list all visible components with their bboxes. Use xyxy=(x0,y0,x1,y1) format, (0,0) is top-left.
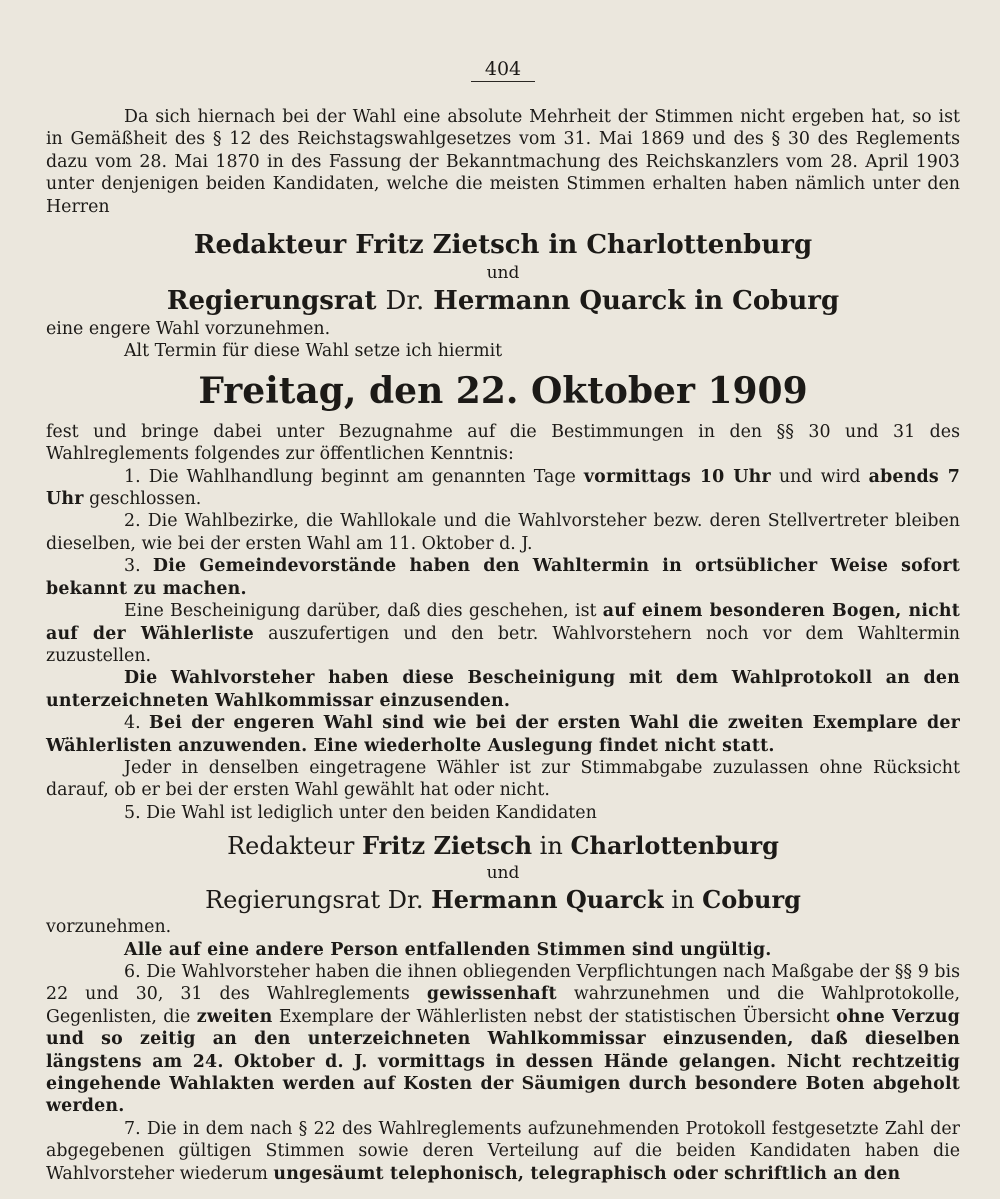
item-7-b: ungesäumt telephonisch, telegraphisch oder schriftlich an den xyxy=(273,1163,901,1184)
item-3-number: 3. xyxy=(124,556,141,577)
item-1 xyxy=(46,466,960,511)
item-3-p2-b: auf einem besonderen Bogen, nicht auf der Wählerliste xyxy=(46,601,960,644)
item-1-end-time: abends 7 Uhr xyxy=(46,466,961,510)
item-6-f: ohne Verzug und so zeitig an den unterzeichneten Wahlkommissar einzusenden, daß dieselben längstens am 24. Oktober d. J. vormittags in dessen Hände gelangen. Nicht rechtzeitig eingehende Wahlakten werden auf Kosten der Säumigen durch besondere Boten abgeholt werden. xyxy=(46,1006,961,1117)
c1-name: Fritz Zietsch xyxy=(362,831,533,861)
item-4 xyxy=(46,712,960,757)
ungueltig-line: Alle auf eine andere Person entfallenden Stimmen sind ungültig. xyxy=(124,939,772,960)
item-6 xyxy=(46,961,960,1118)
candidate-2-title: Regierungsrat xyxy=(166,286,377,317)
item-6-c: wahrzunehmen und die Wahlprotokolle, Gegenlisten, die xyxy=(46,984,960,1027)
c1-place: Charlottenburg xyxy=(570,831,779,861)
item-4-paragraph-2: Jeder in denselben eingetragene Wähler ist zur Stimmabgabe zuzulassen ohne Rücksicht darauf, ob er bei der ersten Wahl gewählt hat oder nicht. xyxy=(46,757,960,801)
item-1-start-time: vormittags 10 Uhr xyxy=(583,466,771,487)
item-6-d: zweiten xyxy=(196,1006,273,1027)
candidate-1-heading: Redakteur Fritz Zietsch in Charlottenburg xyxy=(193,230,813,261)
item-3-p2-c: auszufertigen und den betr. Wahlvorstehern noch vor dem Wahltermin zuzustellen. xyxy=(46,623,960,666)
c1-title: Redakteur xyxy=(227,832,355,861)
item-3-paragraph-3: Die Wahlvorsteher haben diese Bescheinigung mit dem Wahlprotokoll an den unterzeichneten Wahlkommissar einzusenden. xyxy=(46,668,960,711)
item-3 xyxy=(46,555,960,600)
item-1-text-c: und wird xyxy=(778,466,861,487)
c2-title: Regierungsrat Dr. xyxy=(205,886,424,915)
und-2: und xyxy=(486,863,520,884)
item-2: 2. Die Wahlbezirke, die Wahllokale und die Wahlvorsteher bezw. deren Stellvertreter bleiben dieselben, wie bei der ersten Wahl am 11. Oktober d. J. xyxy=(46,511,960,554)
engere-wahl-line: eine engere Wahl vorzunehmen. xyxy=(46,319,331,340)
item-5: 5. Die Wahl ist lediglich unter den beiden Kandidaten xyxy=(124,802,597,823)
item-7 xyxy=(46,1118,960,1185)
c2-name: Hermann Quarck xyxy=(431,885,664,915)
item-4-number: 4. xyxy=(124,713,141,734)
candidate-1-line xyxy=(46,830,960,862)
item-1-text-a: 1. Die Wahlhandlung beginnt am genannten Tage xyxy=(124,466,576,487)
item-3-text: Die Gemeindevorstände haben den Wahltermin in ortsüblicher Weise sofort bekannt zu machen. xyxy=(46,556,960,599)
candidate-2-name: Hermann Quarck in Coburg xyxy=(433,286,840,317)
c2-place: Coburg xyxy=(702,885,801,915)
item-6-a: 6. Die Wahlvorsteher haben die ihnen obliegenden Verpflichtungen nach Maßgabe der §§ 9 bis 22 und 30, 31 des Wahlreglements xyxy=(46,961,960,1005)
item-6-b: gewissenhaft xyxy=(426,984,557,1005)
item-6-e: Exemplare der Wählerlisten nebst der statistischen Übersicht xyxy=(278,1006,830,1027)
und-1: und xyxy=(486,263,520,284)
page-number: 404 xyxy=(46,58,960,80)
termin-intro: Alt Termin für diese Wahl setze ich hiermit xyxy=(124,341,503,362)
candidate-2-heading xyxy=(46,284,960,318)
item-7-a: 7. Die in dem nach § 22 des Wahlreglements aufzunehmenden Protokoll festgesetzte Zahl der abgegebenen gültigen Stimmen sowie deren Verteilung auf die beiden Kandidaten haben die Wahlvorsteher wiederum xyxy=(46,1118,960,1184)
candidate-2-line xyxy=(46,884,960,916)
item-4-text: Bei der engeren Wahl sind wie bei der ersten Wahl die zweiten Exemplare der Wählerlisten anzuwenden. Eine wiederholte Auslegung findet nicht statt. xyxy=(46,713,960,756)
vorzunehmen-line: vorzunehmen. xyxy=(46,917,172,938)
c1-in: in xyxy=(539,832,563,861)
item-1-text-e: geschlossen. xyxy=(89,489,202,510)
item-3-paragraph-2 xyxy=(46,600,960,667)
c2-in: in xyxy=(671,886,695,915)
item-3-p2-a: Eine Bescheinigung darüber, daß dies geschehen, ist xyxy=(124,601,597,622)
candidate-2-dr: Dr. xyxy=(385,286,425,317)
intro-paragraph: Da sich hiernach bei der Wahl eine absolute Mehrheit der Stimmen nicht ergeben hat, so ist in Gemäßheit des § 12 des Reichstagswahlgesetzes vom 31. Mai 1869 und des § 30 des Reglements dazu vom 28. Mai 1870 in des Fassung der Bekanntmachung des Reichskanzlers vom 28. April 1903 unter denjenigen beiden Kandidaten, welche die meisten Stimmen erhalten haben nämlich unter den Herren xyxy=(46,107,960,217)
fest-paragraph: fest und bringe dabei unter Bezugnahme auf die Bestimmungen in den §§ 30 und 31 des Wahlreglements folgendes zur öffentlichen Kenntnis: xyxy=(46,421,960,465)
election-date: Freitag, den 22. Oktober 1909 xyxy=(198,369,808,412)
